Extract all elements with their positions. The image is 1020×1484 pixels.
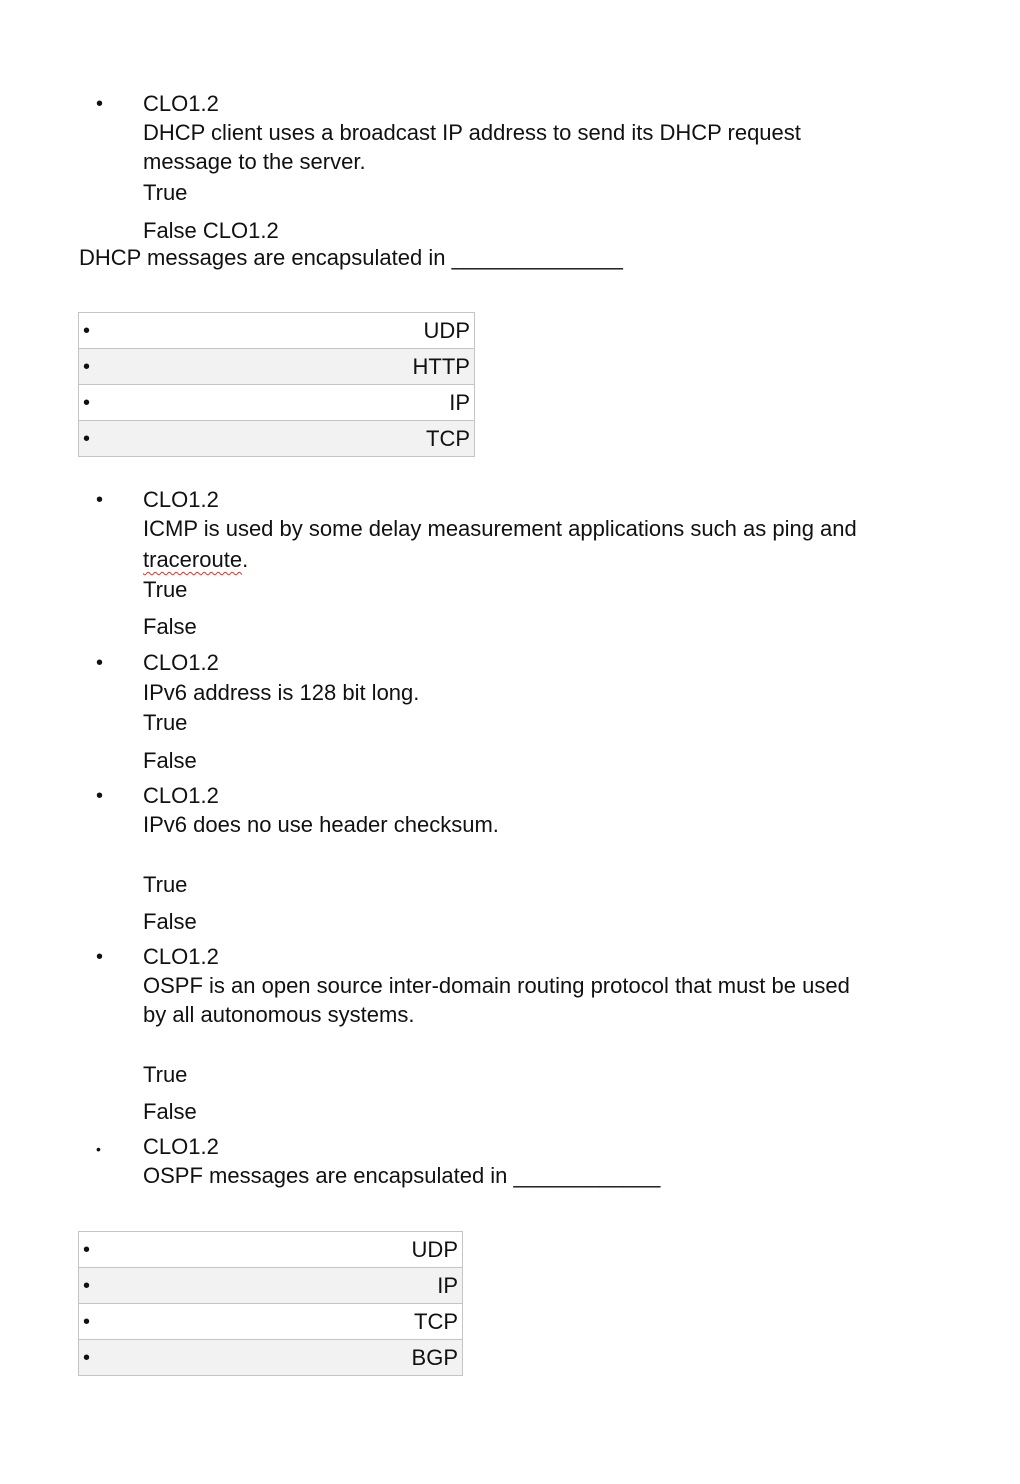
bullet: • [79, 1340, 104, 1376]
option-false[interactable]: False [143, 909, 197, 934]
question-tag: CLO1.2 [143, 783, 219, 808]
option-true[interactable]: True [143, 872, 188, 897]
question-text: DHCP messages are encapsulated in ______________ [79, 245, 623, 270]
bullet: • [79, 313, 104, 349]
question-text: message to the server. [143, 149, 366, 174]
option-label: TCP [103, 421, 475, 457]
bullet: • [96, 785, 104, 807]
bullet: • [96, 652, 104, 674]
option-row[interactable] [79, 1340, 463, 1376]
option-label: TCP [103, 1304, 463, 1340]
question-tag: CLO1.2 [143, 650, 219, 675]
question-text: DHCP client uses a broadcast IP address to send its DHCP request [143, 120, 801, 145]
option-row[interactable] [79, 1268, 463, 1304]
option-label: HTTP [103, 349, 475, 385]
bullet: • [79, 1232, 104, 1268]
bullet: • [79, 421, 104, 457]
options-table [78, 312, 475, 457]
option-label: UDP [103, 1232, 463, 1268]
question-text: IPv6 address is 128 bit long. [143, 680, 420, 705]
bullet: • [79, 385, 104, 421]
option-true[interactable]: True [143, 577, 188, 602]
option-row[interactable] [79, 1304, 463, 1340]
option-row[interactable] [79, 421, 475, 457]
question-text: OSPF messages are encapsulated in ____________ [143, 1163, 661, 1188]
question-tag: CLO1.2 [143, 91, 219, 116]
bullet: • [96, 489, 104, 511]
options-table [78, 1231, 463, 1376]
option-label: IP [103, 1268, 463, 1304]
question-text: OSPF is an open source inter-domain routing protocol that must be used [143, 973, 850, 998]
option-false[interactable]: False [143, 1099, 197, 1124]
option-false[interactable]: False [143, 748, 197, 773]
question-text: IPv6 does no use header checksum. [143, 812, 499, 837]
question-tag: CLO1.2 [143, 944, 219, 969]
option-row[interactable] [79, 313, 475, 349]
spellcheck-word: traceroute [143, 547, 243, 572]
question-text: by all autonomous systems. [143, 1002, 415, 1027]
option-true[interactable]: True [143, 1062, 188, 1087]
bullet: • [79, 1268, 104, 1304]
option-false[interactable]: False CLO1.2 [143, 218, 279, 243]
option-row[interactable] [79, 1232, 463, 1268]
option-row[interactable] [79, 349, 475, 385]
option-true[interactable]: True [143, 180, 188, 205]
bullet: • [96, 946, 104, 968]
question-text: ICMP is used by some delay measurement applications such as ping and [143, 516, 857, 541]
bullet: • [79, 349, 104, 385]
option-row[interactable] [79, 385, 475, 421]
option-true[interactable]: True [143, 710, 188, 735]
question-text-line [143, 547, 248, 573]
option-false[interactable]: False [143, 614, 197, 639]
bullet: • [79, 1304, 104, 1340]
option-label: IP [103, 385, 475, 421]
bullet: • [96, 1141, 101, 1157]
question-tag: CLO1.2 [143, 487, 219, 512]
option-label: UDP [103, 313, 475, 349]
question-tag: CLO1.2 [143, 1134, 219, 1159]
punctuation: . [242, 547, 249, 572]
option-label: BGP [103, 1340, 463, 1376]
bullet: • [96, 93, 104, 115]
